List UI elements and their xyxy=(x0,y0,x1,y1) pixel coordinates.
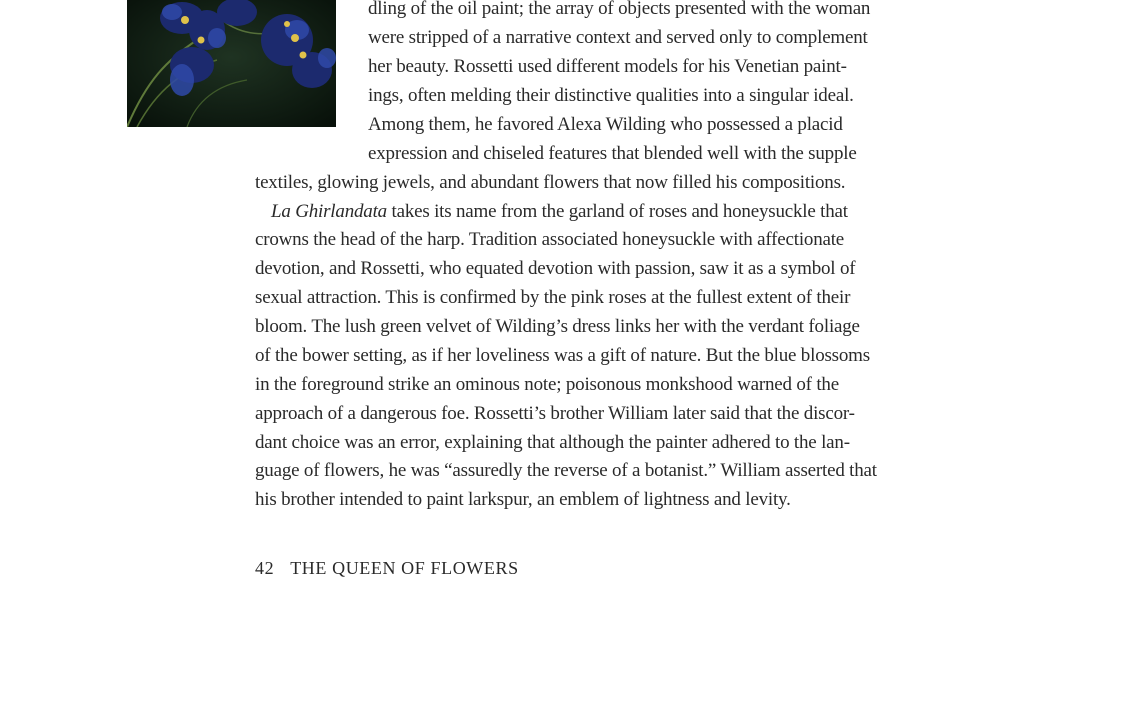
painting-detail-flowers-icon xyxy=(127,0,336,127)
body-text-line: his brother intended to paint larkspur, an emblem of lightness and levity. xyxy=(255,489,791,510)
painting-detail-image xyxy=(127,0,336,127)
page-footer xyxy=(255,558,519,579)
body-text-line: of the bower setting, as if her loveliness was a gift of nature. But the blue blossoms xyxy=(255,345,870,366)
body-text-line: guage of flowers, he was “assuredly the reverse of a botanist.” William asserted that xyxy=(255,460,877,481)
painting-title: La Ghirlandata xyxy=(271,201,387,222)
body-text-line: approach of a dangerous foe. Rossetti’s brother William later said that the discor- xyxy=(255,403,855,424)
body-text-line: crowns the head of the harp. Tradition associated honeysuckle with affectionate xyxy=(255,229,845,250)
body-text-line: bloom. The lush green velvet of Wilding’s dress links her with the verdant foliage xyxy=(255,316,860,337)
body-text-line: her beauty. Rossetti used different models for his Venetian paint- xyxy=(368,56,847,77)
body-text-line: Among them, he favored Alexa Wilding who possessed a placid xyxy=(368,114,843,135)
running-head: THE QUEEN OF FLOWERS xyxy=(290,558,519,578)
body-text-line: textiles, glowing jewels, and abundant flowers that now filled his compositions. xyxy=(255,172,846,193)
body-text-line: dant choice was an error, explaining that although the painter adhered to the lan- xyxy=(255,432,850,453)
body-text-line: dling of the oil paint; the array of objects presented with the woman xyxy=(368,0,871,19)
body-text-line xyxy=(271,197,848,226)
body-text-line: in the foreground strike an ominous note; poisonous monkshood warned of the xyxy=(255,374,839,395)
body-text-line: sexual attraction. This is confirmed by the pink roses at the fullest extent of their xyxy=(255,287,851,308)
body-text-line: ings, often melding their distinctive qualities into a singular ideal. xyxy=(368,85,854,106)
body-text-line: were stripped of a narrative context and served only to complement xyxy=(368,27,868,48)
page-number: 42 xyxy=(255,558,275,578)
body-text-line: expression and chiseled features that blended well with the supple xyxy=(368,143,857,164)
body-text-line: devotion, and Rossetti, who equated devotion with passion, saw it as a symbol of xyxy=(255,258,856,279)
body-text-segment: takes its name from the garland of roses and honeysuckle that xyxy=(386,201,848,222)
